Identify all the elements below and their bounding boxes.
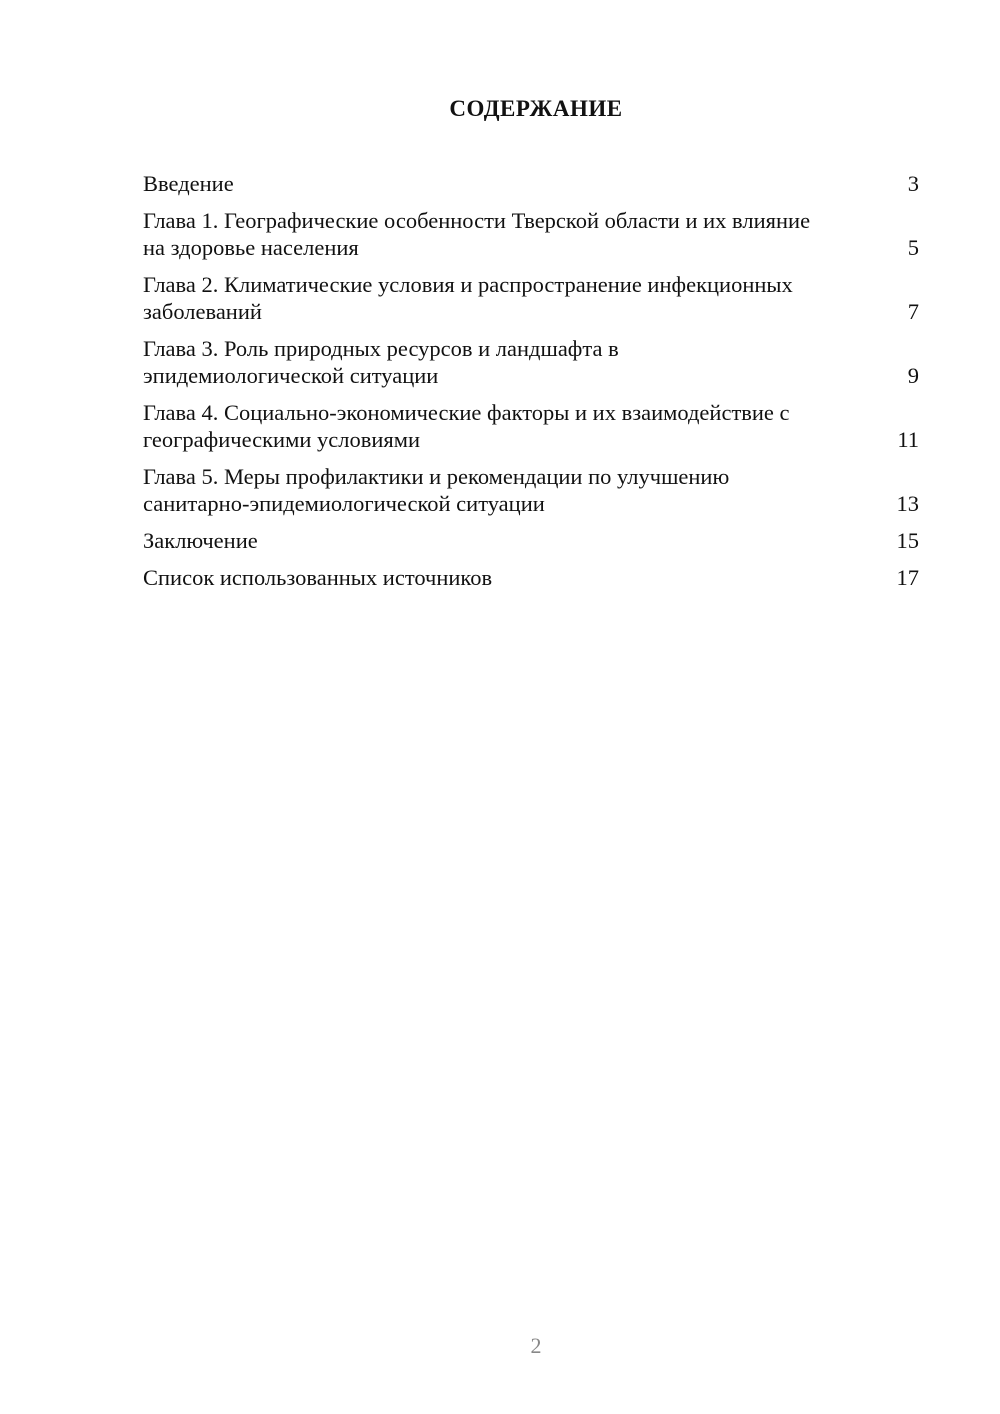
toc-entry-references[interactable] bbox=[143, 564, 919, 591]
toc-entry-introduction[interactable] bbox=[143, 170, 919, 197]
toc-entry-chapter-1[interactable] bbox=[143, 207, 919, 261]
toc-entry-chapter-3[interactable] bbox=[143, 335, 919, 389]
toc-entry-chapter-4[interactable] bbox=[143, 399, 919, 453]
toc-entry-page: 17 bbox=[896, 565, 919, 590]
toc-entry-title: Глава 2. Климатические условия и распространение инфекционных заболеваний bbox=[143, 272, 793, 324]
toc-heading: СОДЕРЖАНИЕ bbox=[449, 96, 623, 121]
toc-list bbox=[143, 170, 919, 601]
toc-entry-page: 3 bbox=[907, 171, 919, 196]
page-number: 2 bbox=[530, 1333, 542, 1358]
toc-entry-title: Глава 3. Роль природных ресурсов и ландшафта в эпидемиологической ситуации bbox=[143, 336, 619, 388]
toc-entry-title: Введение bbox=[143, 171, 234, 196]
toc-entry-chapter-5[interactable] bbox=[143, 463, 919, 517]
toc-entry-title: Глава 5. Меры профилактики и рекомендации по улучшению санитарно-эпидемиологической ситуации bbox=[143, 464, 730, 516]
toc-entry-page: 11 bbox=[897, 427, 919, 452]
toc-entry-title: Глава 1. Географические особенности Тверской области и их влияние на здоровье населения bbox=[143, 208, 811, 260]
toc-entry-title: Заключение bbox=[143, 528, 258, 553]
toc-entry-page: 15 bbox=[896, 528, 919, 553]
toc-entry-conclusion[interactable] bbox=[143, 527, 919, 554]
toc-entry-page: 13 bbox=[896, 491, 919, 516]
toc-entry-page: 5 bbox=[907, 235, 919, 260]
toc-entry-title: Список использованных источников bbox=[143, 565, 493, 590]
toc-entry-chapter-2[interactable] bbox=[143, 271, 919, 325]
toc-entry-title: Глава 4. Социально-экономические факторы и их взаимодействие с географическими условиями bbox=[143, 400, 790, 452]
toc-entry-page: 7 bbox=[907, 299, 919, 324]
toc-entry-page: 9 bbox=[907, 363, 919, 388]
